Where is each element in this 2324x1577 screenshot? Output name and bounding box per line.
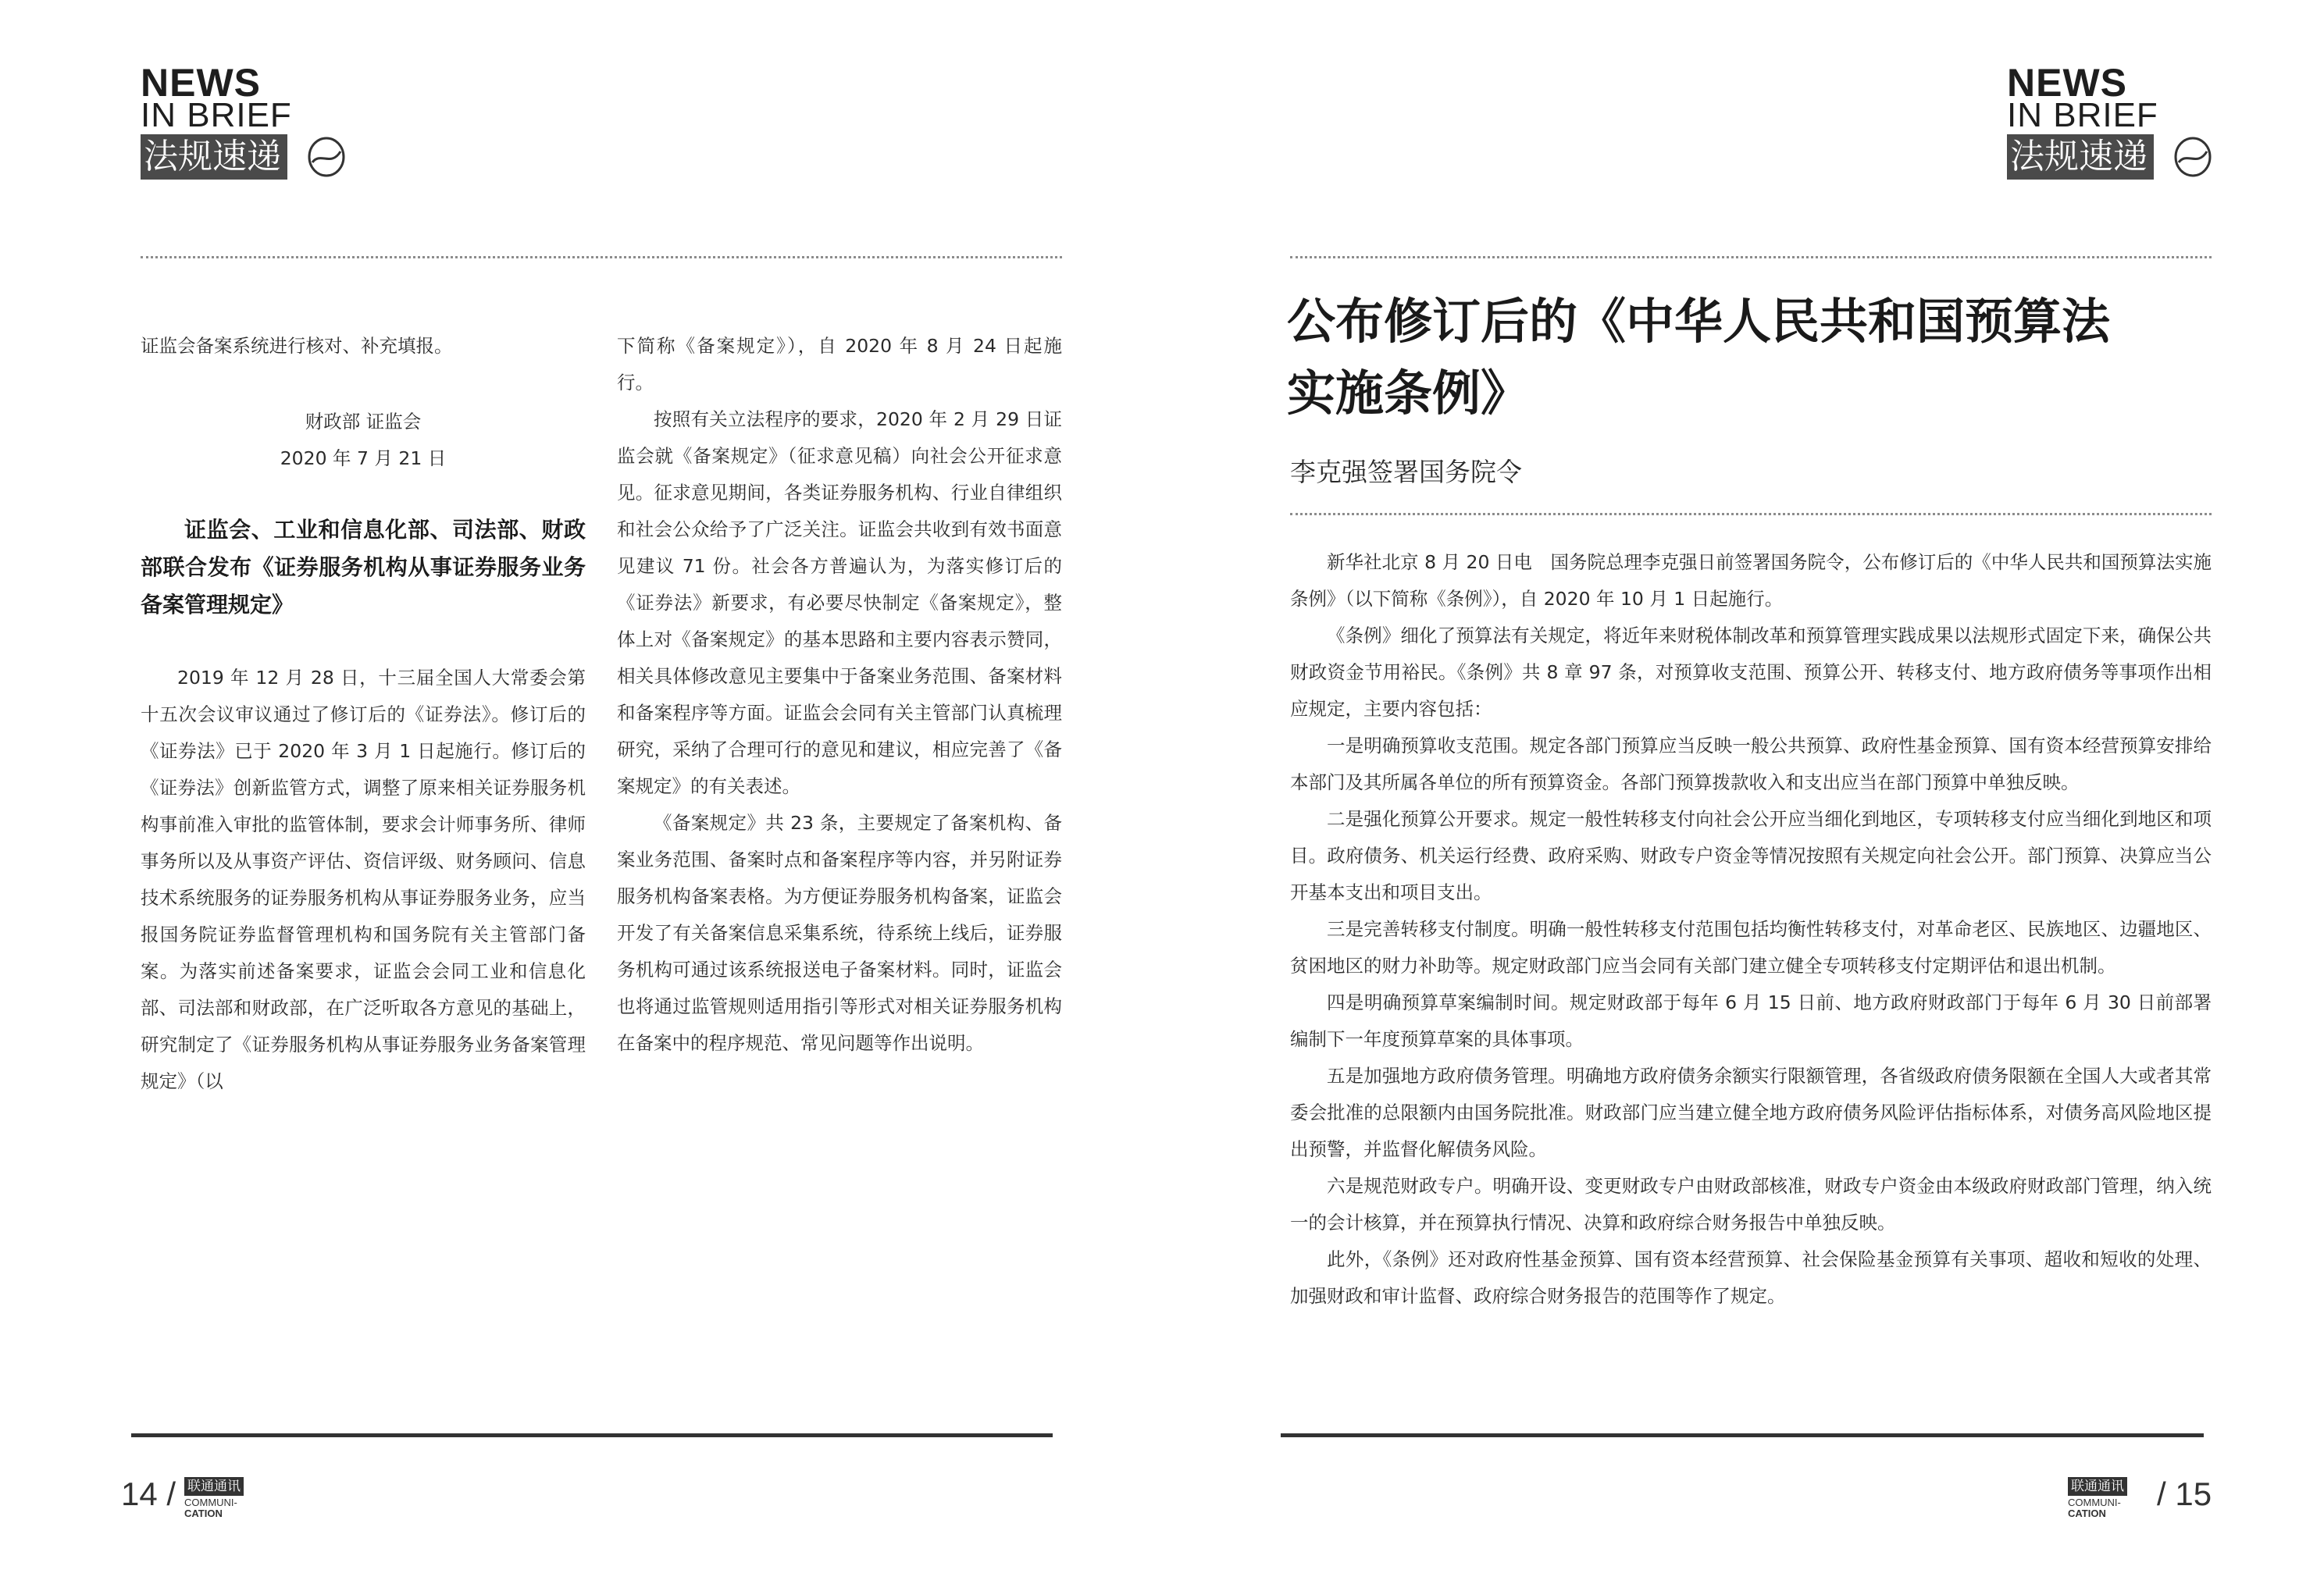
logo-swirl-icon [2173, 136, 2213, 178]
paragraph: 2019 年 12 月 28 日，十三届全国人大常委会第十五次会议审议通过了修订后的《证券法》。修订后的《证券法》已于 2020 年 3 月 1 日起施行。修订后的《证券法》创新监管方式，调整了原来相关证券服务机构事前准入审批的监管体制，要求会计师事务所、律师事务所以及从事资产评估、资信评级、财务顾问、信息技术系统服务的证券服务机构从事证券服务业务，应当报国务院证券监督管理机构和国务院有关主管部门备案。为落实前述备案要求，证监会会同工业和信息化部、司法部和财政部，在广泛听取各方意见的基础上，研究制定了《证券服务机构从事证券服务业务备案管理规定》（以 [141, 667, 586, 1092]
continued-text: 证监会备案系统进行核对、补充填报。 [141, 335, 453, 357]
pub-name-cn: 联通通讯 [2068, 1477, 2127, 1496]
right-page [1162, 0, 2324, 1577]
headline-line-1: 公布修订后的《中华人民共和国预算法 [1287, 293, 2111, 350]
pub-name-en2: CATION [2068, 1508, 2106, 1519]
paragraph: 六是规范财政专户。明确开设、变更财政专户由财政部核准，财政专户资金由本级政府财政部门管理，纳入统一的会计核算，并在预算执行情况、决算和政府综合财务报告中单独反映。 [1290, 1175, 2212, 1233]
pub-name-en1: COMMUNI- [2068, 1497, 2121, 1508]
pub-name-en1: COMMUNI- [184, 1497, 237, 1508]
paragraph: 四是明确预算草案编制时间。规定财政部于每年 6 月 15 日前、地方政府财政部门于每年 6 月 30 日前部署编制下一年度预算草案的具体事项。 [1290, 991, 2212, 1050]
article-subheadline: 证监会、工业和信息化部、司法部、财政部联合发布《证券服务机构从事证券服务业务备案管理规定》 [141, 517, 586, 618]
logo-section-label: 法规速递 [2007, 134, 2154, 180]
paragraph: 按照有关立法程序的要求，2020 年 2 月 29 日证监会就《备案规定》（征求意见稿）向社会公开征求意见。征求意见期间，各类证券服务机构、行业自律组织和社会公众给予了广泛关注。证监会共收到有效书面意见建议 71 份。社会各方普遍认为，为落实修订后的《证券法》新要求，有必要尽快制定《备案规定》，整体上对《备案规定》的基本思路和主要内容表示赞同，相关具体修改意见主要集中于备案业务范围、备案材料和备案程序等方面。证监会会同有关主管部门认真梳理研究，采纳了合理可行的意见和建议，相应完善了《备案规定》的有关表述。 [617, 408, 1062, 797]
left-column-2 [617, 328, 1062, 1062]
paragraph: 三是完善转移支付制度。明确一般性转移支付范围包括均衡性转移支付，对革命老区、民族地区、边疆地区、贫困地区的财力补助等。规定财政部门应当会同有关部门建立健全专项转移支付定期评估和退出机制。 [1290, 918, 2212, 977]
logo-in-brief: IN BRIEF [2007, 96, 2158, 134]
logo-in-brief: IN BRIEF [141, 96, 292, 134]
page-number [2157, 1476, 2212, 1513]
pub-name-en2: CATION [184, 1508, 223, 1519]
publication-mark [184, 1477, 262, 1521]
paragraph: 新华社北京 8 月 20 日电 国务院总理李克强日前签署国务院令，公布修订后的《中华人民共和国预算法实施条例》（以下简称《条例》），自 2020 年 10 月 1 日起施行。 [1290, 551, 2212, 610]
logo-news: NEWS [141, 61, 261, 105]
paragraph: 《备案规定》共 23 条，主要规定了备案机构、备案业务范围、备案时点和备案程序等内容，并另附证券服务机构备案表格。为方便证券服务机构备案，证监会开发了有关备案信息采集系统，待系统上线后，证券服务机构可通过该系统报送电子备案材料。同时，证监会也将通过监管规则适用指引等形式对相关证券服务机构在备案中的程序规范、常见问题等作出说明。 [617, 812, 1062, 1054]
page-separator: / [166, 1476, 176, 1512]
right-article-body [1290, 544, 2212, 1315]
header-divider [141, 256, 1062, 258]
footer-rule [131, 1433, 1053, 1437]
continued-text: 下简称《备案规定》），自 2020 年 8 月 24 日起施行。 [617, 335, 1062, 393]
header-divider [1290, 256, 2212, 258]
logo-news: NEWS [2007, 61, 2127, 105]
pub-name-cn: 联通通讯 [184, 1477, 244, 1496]
headline-line-2: 实施条例》 [1287, 365, 1530, 422]
page-number [121, 1476, 176, 1513]
article-headline [1287, 286, 2224, 429]
footer-rule [1281, 1433, 2204, 1437]
signature-date: 2020 年 7 月 21 日 [280, 447, 447, 469]
page-number-value: 15 [2175, 1476, 2212, 1512]
logo-swirl-icon [306, 136, 347, 178]
page-separator: / [2157, 1476, 2166, 1512]
logo-section-label: 法规速递 [141, 134, 287, 180]
news-in-brief-logo [141, 61, 344, 183]
page-number-value: 14 [121, 1476, 158, 1512]
paragraph: 此外，《条例》还对政府性基金预算、国有资本经营预算、社会保险基金预算有关事项、超收和短收的处理、加强财政和审计监督、政府综合财务报告的范围等作了规定。 [1290, 1248, 2212, 1307]
signature-org: 财政部 证监会 [305, 411, 422, 433]
left-column-1 [141, 328, 586, 1100]
paragraph: 二是强化预算公开要求。规定一般性转移支付向社会公开应当细化到地区，专项转移支付应当细化到地区和项目。政府债务、机关运行经费、政府采购、财政专户资金等情况按照有关规定向社会公开。部门预算、决算应当公开基本支出和项目支出。 [1290, 808, 2212, 903]
subtitle-divider [1290, 513, 2212, 515]
paragraph: 一是明确预算收支范围。规定各部门预算应当反映一般公共预算、政府性基金预算、国有资本经营预算安排给本部门及其所属各单位的所有预算资金。各部门预算拨款收入和支出应当在部门预算中单独反映。 [1290, 735, 2212, 793]
news-in-brief-logo [2007, 61, 2210, 183]
article-subtitle: 李克强签署国务院令 [1290, 457, 1522, 487]
publication-mark [2068, 1477, 2146, 1521]
paragraph: 《条例》细化了预算法有关规定，将近年来财税体制改革和预算管理实践成果以法规形式固定下来，确保公共财政资金节用裕民。《条例》共 8 章 97 条，对预算收支范围、预算公开、转移支付、地方政府债务等事项作出相应规定，主要内容包括： [1290, 625, 2212, 720]
paragraph: 五是加强地方政府债务管理。明确地方政府债务余额实行限额管理，各省级政府债务限额在全国人大或者其常委会批准的总限额内由国务院批准。财政部门应当建立健全地方政府债务风险评估指标体系，对债务高风险地区提出预警，并监督化解债务风险。 [1290, 1065, 2212, 1160]
